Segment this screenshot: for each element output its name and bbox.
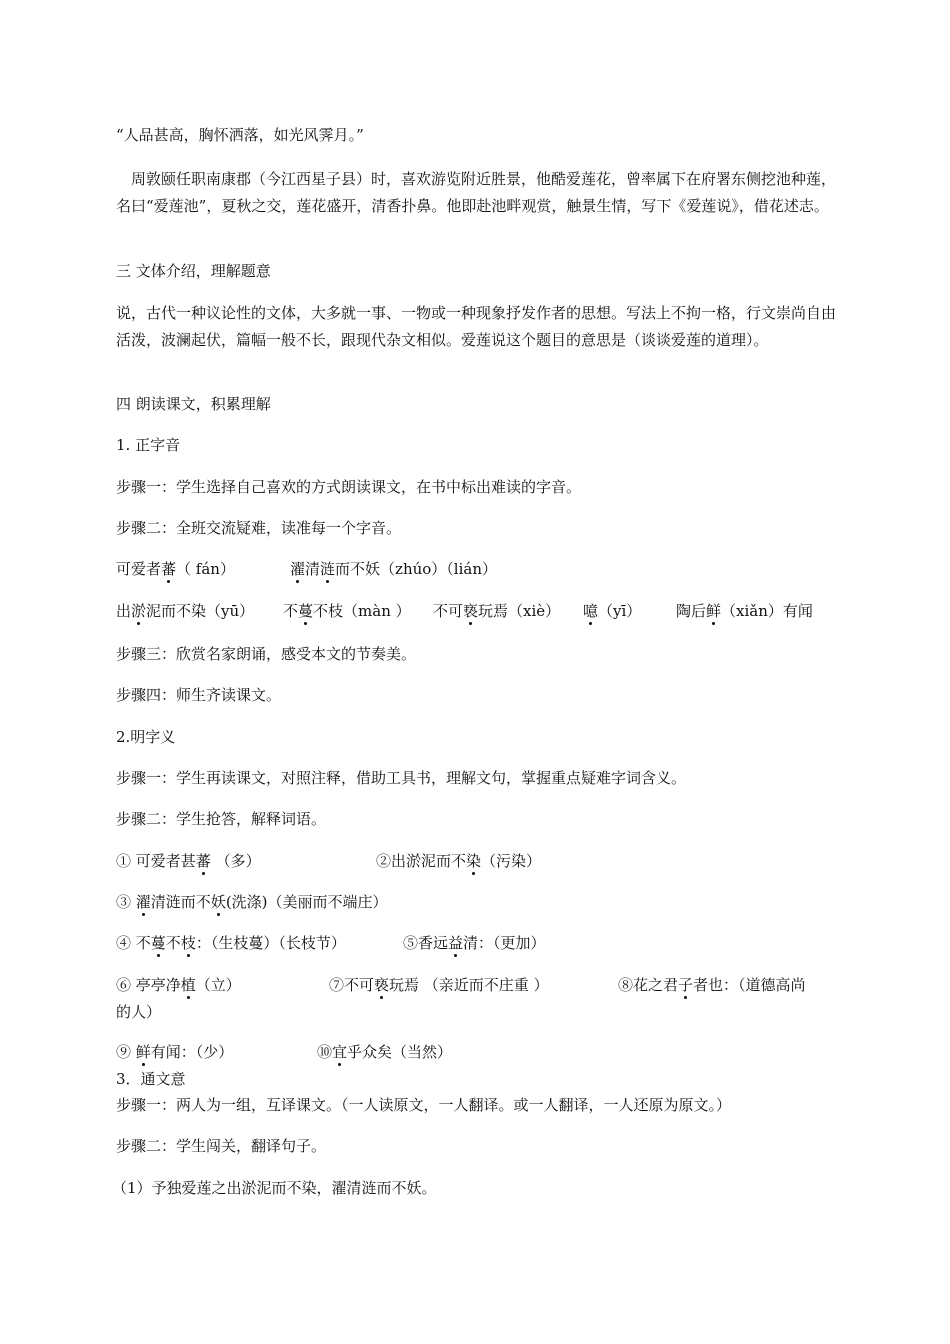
meaning-item-3: ③ 濯清涟而不妖(洗涤)（美丽而不端庄） [116, 893, 388, 911]
marked-char: 枝 [180, 934, 196, 952]
translation-sentence-1: （1）予独爱莲之出淤泥而不染，濯清涟而不妖。 [112, 1179, 437, 1197]
pronunciation-item-yu: 出淤泥而不染（yū） [116, 602, 255, 620]
marked-char: 淤 [131, 602, 147, 620]
marked-char: 濯 [290, 560, 306, 578]
meaning-item-2: ②出淤泥而不染（污染） [376, 852, 542, 870]
marked-char: 亵 [374, 976, 390, 994]
bio-paragraph: 周敦颐任职南康郡（今江西星子县）时，喜欢游览附近胜景，他酷爱莲花，曾率属下在府署东侧挖池种莲，名曰“爱莲池”，夏秋之交，莲花盛开，清香扑鼻。他即赴池畔观赏，触景生情，写下《爱莲说》，借花述志。 [116, 170, 837, 215]
section-3-heading: 三 文体介绍，理解题意 [116, 262, 271, 280]
meaning-step-2: 步骤二：学生抢答，解释词语。 [116, 810, 327, 828]
pronunciation-step-4: 步骤四：师生齐读课文。 [116, 686, 282, 704]
marked-char: 蔓 [298, 602, 314, 620]
meaning-item-8-continued: 的人） [116, 1003, 162, 1021]
marked-char: 蔓 [150, 934, 166, 952]
translation-step-2: 步骤二：学生闯关，翻译句子。 [116, 1137, 327, 1155]
quote-line: “人品甚高，胸怀洒落，如光风霁月。” [116, 126, 364, 144]
pronunciation-item-zhuo-lian: 濯清涟而不妖（zhúo）（lián） [290, 560, 498, 578]
marked-char: 蕃 [161, 560, 177, 578]
pronunciation-item-xie: 不可亵玩焉（xiè） [433, 602, 561, 620]
meaning-item-4: ④ 不蔓不枝：（生枝蔓）（长枝节） [116, 934, 346, 952]
marked-char: 涟 [320, 560, 336, 578]
meaning-step-1: 步骤一：学生再读课文，对照注释，借助工具书，理解文句，掌握重点疑难字词含义。 [116, 769, 687, 787]
meaning-item-8: ⑧花之君子者也：（道德高尚 [618, 976, 806, 994]
pronunciation-step-3: 步骤三：欣赏名家朗诵，感受本文的节奏美。 [116, 645, 417, 663]
subsection-translation-title: 3．通文意 [116, 1070, 186, 1088]
marked-char: 濯 [135, 893, 151, 911]
pronunciation-step-2: 步骤二：全班交流疑难，读准每一个字音。 [116, 519, 402, 537]
marked-char: 鲜 [706, 602, 722, 620]
marked-char: 噫 [583, 602, 599, 620]
marked-char: 鲜 [135, 1043, 151, 1061]
meaning-item-10: ⑩宜乎众矣（当然） [317, 1043, 453, 1061]
pronunciation-item-yi: 噫（yī） [583, 602, 642, 620]
meaning-item-1: ① 可爱者甚蕃 （多） [116, 852, 261, 870]
marked-char: 宜 [332, 1043, 348, 1061]
pronunciation-item-man: 不蔓不枝（màn ） [283, 602, 411, 620]
subsection-pronunciation-title: 1. 正字音 [116, 436, 181, 454]
section-4-heading: 四 朗读课文，积累理解 [116, 395, 271, 413]
marked-char: 染 [466, 852, 482, 870]
subsection-meaning-title: 2.明字义 [116, 728, 176, 746]
meaning-item-7: ⑦不可亵玩焉 （亲近而不庄重 ） [329, 976, 549, 994]
marked-char: 植 [180, 976, 196, 994]
meaning-item-9: ⑨ 鲜有闻：（少） [116, 1043, 234, 1061]
marked-char: 亵 [463, 602, 479, 620]
marked-char: 益 [448, 934, 464, 952]
pronunciation-step-1: 步骤一：学生选择自己喜欢的方式朗读课文，在书中标出难读的字音。 [116, 478, 582, 496]
marked-char: 子 [678, 976, 694, 994]
meaning-item-6: ⑥ 亭亭净植（立） [116, 976, 241, 994]
pronunciation-item-fan: 可爱者蕃（ fán） [116, 560, 235, 578]
translation-step-1: 步骤一：两人为一组，互译课文。（一人读原文，一人翻译。或一人翻译，一人还原为原文。） [116, 1096, 732, 1114]
pronunciation-item-xian: 陶后鲜（xiǎn）有闻 [676, 602, 813, 620]
genre-paragraph: 说，古代一种议论性的文体，大多就一事、一物或一种现象抒发作者的思想。写法上不拘一格，行文崇尚自由活泼，波澜起伏，篇幅一般不长，跟现代杂文相似。爱莲说这个题目的意思是（谈谈爱莲的道理）。 [116, 304, 837, 349]
marked-char: 蕃 [195, 852, 211, 870]
meaning-item-5: ⑤香远益清：（更加） [403, 934, 546, 952]
marked-char: 妖 [210, 893, 226, 911]
